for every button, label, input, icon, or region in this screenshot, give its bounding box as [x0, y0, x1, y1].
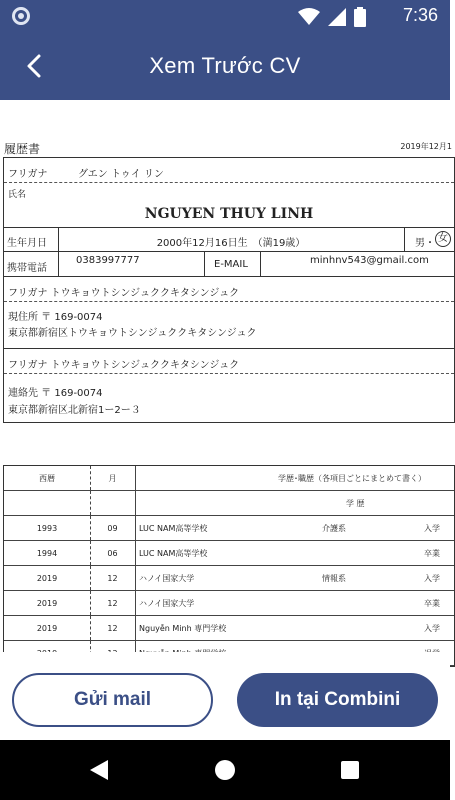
home-circle-icon[interactable] — [214, 759, 236, 781]
row-school: LUC NAM高等学校 — [139, 548, 208, 558]
status-time: 7:36 — [402, 5, 438, 25]
gender-text: 男・ — [415, 238, 435, 249]
header-month: 月 — [108, 473, 117, 483]
app-indicator-icon — [12, 7, 30, 25]
history-table — [3, 465, 455, 667]
name-section — [4, 158, 454, 228]
row-department: 介護系 — [322, 523, 346, 533]
section-row — [4, 491, 454, 516]
phone-value: 0383997777 — [76, 255, 140, 266]
row-school: Nguyễn Minh 専門学校 — [139, 623, 227, 633]
history-row — [4, 516, 454, 541]
personal-info-table — [3, 157, 455, 423]
history-row — [4, 541, 454, 566]
back-triangle-icon[interactable] — [90, 760, 108, 780]
history-header — [4, 466, 454, 491]
row-status: 入学 — [424, 623, 440, 633]
action-bar — [0, 652, 450, 740]
email-label: E-MAIL — [214, 259, 248, 270]
row-school: LUC NAM高等学校 — [139, 523, 208, 533]
status-icons — [298, 7, 366, 27]
row-school: ハノイ国家大学 — [139, 598, 195, 608]
row-status: 入学 — [424, 573, 440, 583]
status-bar — [0, 0, 450, 32]
address-detail: 東京都新宿区トウキョウトシンジュククキタシンジュク — [8, 328, 257, 339]
navigation-bar — [0, 740, 450, 800]
name-label: 氏名 — [8, 190, 27, 200]
history-row — [4, 616, 454, 641]
row-department: 情報系 — [322, 573, 346, 583]
contact-furigana: フリガナ トウキョウトシンジュククキタシンジュク — [8, 360, 240, 371]
contact-row — [4, 252, 454, 277]
wifi-icon — [298, 8, 320, 26]
row-year: 2019 — [36, 623, 58, 633]
row-school: ハノイ国家大学 — [139, 573, 195, 583]
signal-icon — [328, 8, 346, 26]
contact-postal: 連絡先 〒 169-0074 — [8, 388, 103, 399]
dob-row — [4, 228, 454, 252]
gender-selected: 女 — [435, 231, 451, 247]
row-status: 卒業 — [424, 598, 440, 608]
name-furigana: グエン トゥイ リン — [78, 169, 164, 180]
cv-heading: 履歴書 — [4, 142, 41, 156]
history-row — [4, 566, 454, 591]
print-combini-button[interactable]: In tại Combini — [237, 673, 438, 727]
cv-date: 2019年12月1 — [400, 142, 452, 151]
address-postal: 現住所 〒 169-0074 — [8, 312, 103, 323]
row-year: 1993 — [36, 523, 58, 533]
row-month: 12 — [107, 598, 118, 608]
phone-label: 携帯電話 — [7, 263, 47, 274]
row-month: 09 — [107, 523, 118, 533]
recents-square-icon[interactable] — [341, 761, 359, 779]
row-status: 入学 — [424, 523, 440, 533]
dob-label: 生年月日 — [7, 238, 47, 249]
send-mail-button[interactable]: Gửi mail — [12, 673, 213, 727]
row-month: 12 — [107, 623, 118, 633]
applicant-name: NGUYEN THUY LINH — [144, 206, 314, 222]
contact-detail: 東京都新宿区北新宿1ー2ー３ — [8, 405, 141, 416]
row-year: 2019 — [36, 598, 58, 608]
contact-address-section — [4, 349, 454, 422]
row-status: 卒業 — [424, 548, 440, 558]
row-month: 06 — [107, 548, 118, 558]
dob-value: 2000年12月16日生 （満19歳） — [156, 238, 306, 249]
section-label: 学 歴 — [346, 498, 365, 508]
battery-icon — [354, 7, 366, 27]
app-bar — [0, 32, 450, 100]
row-year: 1994 — [36, 548, 58, 558]
cv-preview[interactable] — [0, 100, 450, 652]
header-year: 西暦 — [39, 473, 55, 483]
furigana-label: フリガナ — [8, 169, 48, 180]
header-description: 学歴･職歴（各項目ごとにまとめて書く） — [278, 473, 426, 483]
row-month: 12 — [107, 573, 118, 583]
email-value: minhnv543@gmail.com — [310, 255, 429, 266]
history-row — [4, 591, 454, 616]
address-furigana: フリガナ トウキョウトシンジュククキタシンジュク — [8, 288, 240, 299]
row-year: 2019 — [36, 573, 58, 583]
address-section — [4, 277, 454, 349]
page-title: Xem Trước CV — [149, 53, 301, 78]
